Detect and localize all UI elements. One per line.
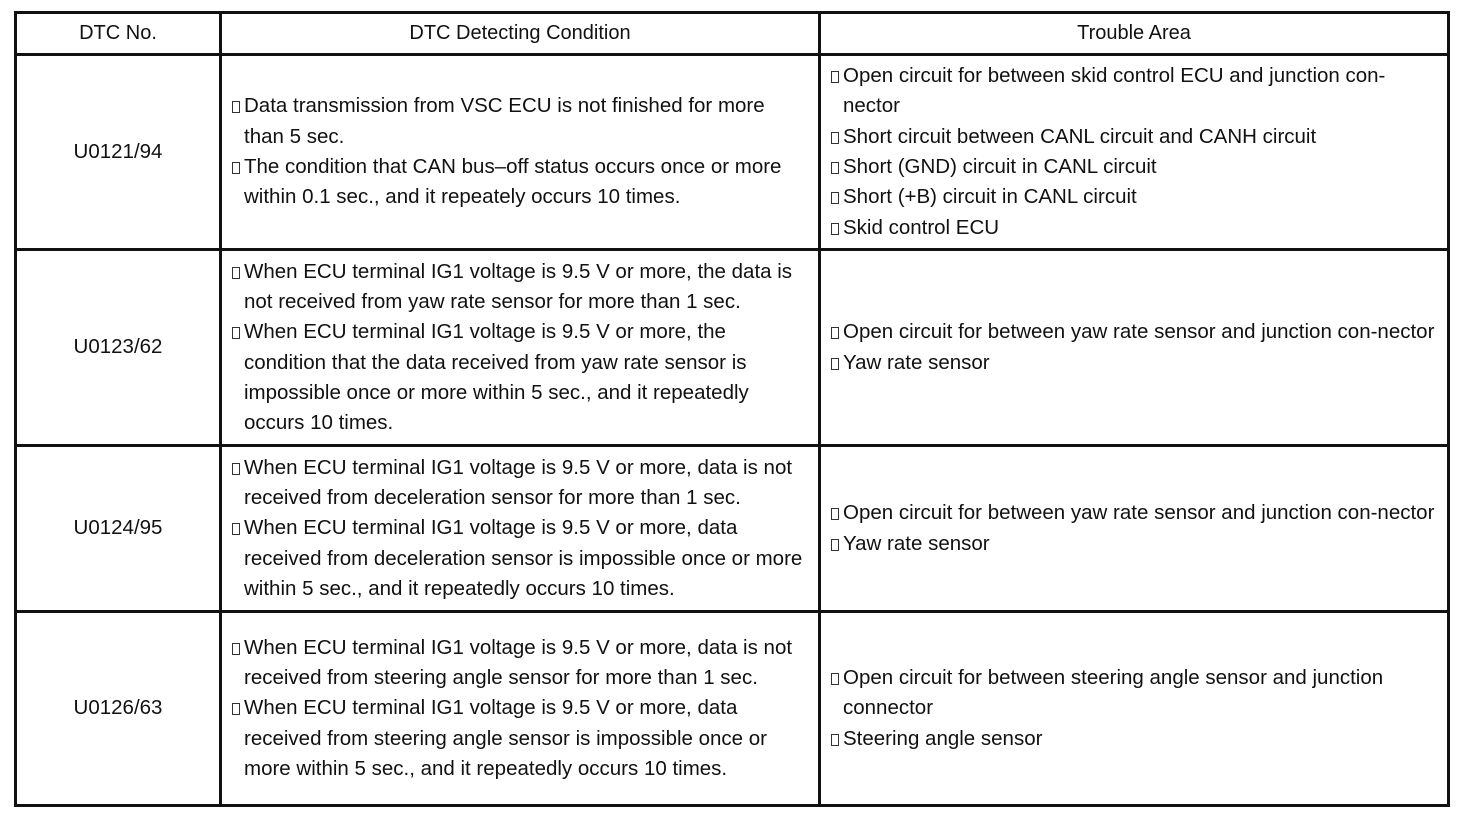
condition-item: When ECU terminal IG1 voltage is 9.5 V or more, the condition that the data received from yaw rate sensor is impossible once or more within 5 sec., and it repeatedly occurs 10 times. — [232, 317, 808, 438]
detecting-condition — [221, 250, 820, 446]
table-row — [16, 250, 1449, 446]
table-row — [16, 446, 1449, 612]
table-header — [16, 13, 1449, 55]
condition-item: When ECU terminal IG1 voltage is 9.5 V or more, data received from deceleration sensor is impossible once or more within 5 sec., and it repeatedly occurs 10 times. — [232, 513, 808, 604]
condition-item: When ECU terminal IG1 voltage is 9.5 V or more, data is not received from deceleration sensor for more than 1 sec. — [232, 453, 808, 514]
dtc-code: U0121/94 — [16, 55, 221, 250]
condition-item: When ECU terminal IG1 voltage is 9.5 V or more, the data is not received from yaw rate sensor for more than 1 sec. — [232, 257, 808, 318]
area-item: Yaw rate sensor — [831, 348, 1437, 378]
area-item: Short (+B) circuit in CANL circuit — [831, 182, 1437, 212]
table-row — [16, 55, 1449, 250]
table-row — [16, 612, 1449, 806]
header-condition: DTC Detecting Condition — [221, 13, 820, 55]
trouble-area — [820, 55, 1449, 250]
condition-item: When ECU terminal IG1 voltage is 9.5 V or more, data received from steering angle sensor is impossible once or more within 5 sec., and it repeatedly occurs 10 times. — [232, 693, 808, 784]
area-item: Yaw rate sensor — [831, 529, 1437, 559]
trouble-area — [820, 250, 1449, 446]
trouble-area — [820, 446, 1449, 612]
condition-item: Data transmission from VSC ECU is not finished for more than 5 sec. — [232, 91, 808, 152]
area-item: Skid control ECU — [831, 213, 1437, 243]
condition-item: The condition that CAN bus–off status occurs once or more within 0.1 sec., and it repeately occurs 10 times. — [232, 152, 808, 213]
header-trouble-area: Trouble Area — [820, 13, 1449, 55]
trouble-area — [820, 612, 1449, 806]
area-item: Steering angle sensor — [831, 724, 1437, 754]
detecting-condition — [221, 55, 820, 250]
detecting-condition — [221, 612, 820, 806]
dtc-code: U0124/95 — [16, 446, 221, 612]
area-item: Open circuit for between skid control ECU and junction con-nector — [831, 61, 1437, 122]
area-item: Short circuit between CANL circuit and CANH circuit — [831, 122, 1437, 152]
area-item: Open circuit for between steering angle sensor and junction connector — [831, 663, 1437, 724]
header-dtc-no: DTC No. — [16, 13, 221, 55]
area-item: Short (GND) circuit in CANL circuit — [831, 152, 1437, 182]
area-item: Open circuit for between yaw rate sensor and junction con-nector — [831, 317, 1437, 347]
dtc-table — [14, 11, 1450, 807]
detecting-condition — [221, 446, 820, 612]
area-item: Open circuit for between yaw rate sensor and junction con-nector — [831, 498, 1437, 528]
header-row — [16, 13, 1449, 55]
condition-item: When ECU terminal IG1 voltage is 9.5 V or more, data is not received from steering angle sensor for more than 1 sec. — [232, 633, 808, 694]
dtc-code: U0126/63 — [16, 612, 221, 806]
table-body — [16, 55, 1449, 806]
dtc-code: U0123/62 — [16, 250, 221, 446]
